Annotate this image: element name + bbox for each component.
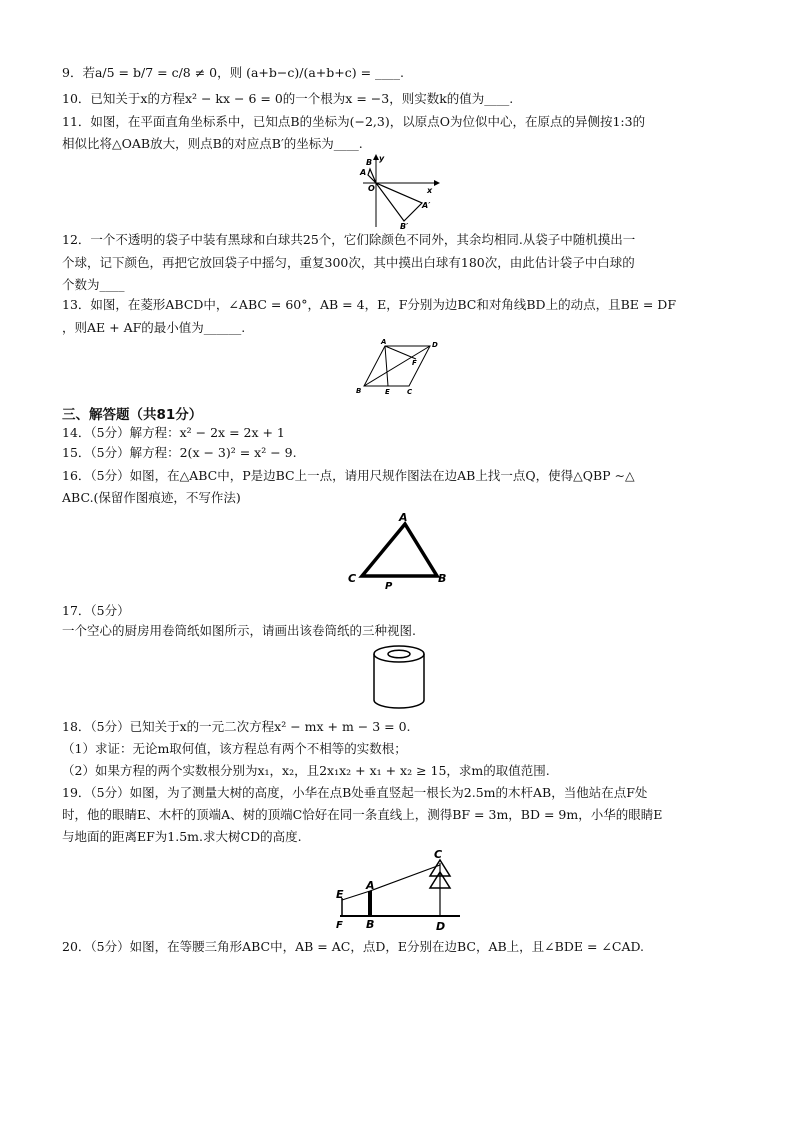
question-19-line-3: 与地面的距离EF为1.5m.求大树CD的高度. [62, 829, 302, 844]
figure-16-triangle [345, 510, 450, 590]
question-11-line-2: 相似比将△OAB放大，则点B的对应点B′的坐标为____. [62, 136, 363, 151]
fig16-label-B: B [438, 572, 447, 585]
question-18-line-2: （1）求证：无论m取何值，该方程总有两个不相等的实数根； [62, 741, 407, 756]
figure-13-rhombus [352, 338, 442, 398]
question-13-line-1: 13．如图，在菱形ABCD中，∠ABC = 60°，AB = 4，E，F分别为边BC和对角线BD上的动点，且BE = DF [62, 297, 676, 312]
question-17-line-1: 17．（5分） [62, 603, 130, 618]
fig11-label-B: B [366, 158, 373, 167]
fig16-label-P: P [385, 581, 393, 592]
question-16-line-2: ABC.(保留作图痕迹，不写作法) [62, 490, 241, 505]
question-10: 10．已知关于x的方程x² − kx − 6 = 0的一个根为x = −3，则实数k的值为____. [62, 91, 514, 106]
fig11-label-y: y [379, 154, 385, 163]
fig19-label-D: D [436, 920, 446, 933]
fig19-label-B: B [366, 918, 375, 931]
fig11-label-A2: A′ [422, 201, 431, 210]
fig13-label-E: E [385, 388, 390, 396]
fig16-label-A: A [399, 511, 408, 524]
fig13-label-B: B [356, 387, 362, 395]
fig19-label-C: C [434, 848, 443, 861]
fig19-label-E: E [336, 888, 344, 901]
fig11-label-x: x [427, 186, 433, 195]
question-15: 15．（5分）解方程：2(x − 3)² = x² − 9. [62, 445, 297, 460]
question-19-line-1: 19．（5分）如图，为了测量大树的高度，小华在点B处垂直竖起一根长为2.5m的木杆AB，当他站在点F处 [62, 785, 648, 800]
figure-11-coordinate-diagram [360, 153, 440, 231]
fig11-label-A: A [360, 168, 367, 177]
figure-19-tree-measurement [330, 848, 465, 933]
question-12-line-3: 个数为____ [62, 277, 125, 292]
fig19-label-A: A [366, 879, 375, 892]
question-16-line-1: 16．（5分）如图，在△ABC中，P是边BC上一点，请用尺规作图法在边AB上找一点Q，使得△QBP ∼△ [62, 468, 635, 483]
fig11-label-O: O [368, 184, 375, 193]
question-11-line-1: 11．如图，在平面直角坐标系中，已知点B的坐标为(−2,3)，以原点O为位似中心，在原点的异侧按1:3的 [62, 114, 646, 129]
section-3-heading: 三、解答题（共81分） [62, 407, 203, 423]
fig13-label-F: F [412, 359, 417, 367]
question-17-line-2: 一个空心的厨房用卷筒纸如图所示，请画出该卷筒纸的三种视图. [62, 623, 416, 638]
figure-17-paper-roll [368, 643, 430, 711]
fig11-label-B2: B′ [400, 222, 409, 231]
fig13-label-C: C [407, 388, 413, 396]
question-12-line-1: 12．一个不透明的袋子中装有黑球和白球共25个，它们除颜色不同外，其余均相同.从袋子中随机摸出一 [62, 232, 636, 247]
question-12-line-2: 个球，记下颜色，再把它放回袋子中摇匀，重复300次，其中摸出白球有180次，由此估计袋子中白球的 [62, 255, 635, 270]
question-14: 14．（5分）解方程：x² − 2x = 2x + 1 [62, 425, 285, 440]
fig19-label-F: F [336, 920, 343, 931]
fig13-label-A: A [381, 338, 387, 346]
question-9: 9．若a/5 = b/7 = c/8 ≠ 0，则 (a+b−c)/(a+b+c) = ____. [62, 65, 405, 80]
question-13-line-2: ，则AE + AF的最小值为______. [62, 320, 246, 335]
fig16-label-C: C [348, 572, 357, 585]
fig13-label-D: D [432, 341, 438, 349]
question-18-line-1: 18．（5分）已知关于x的一元二次方程x² − mx + m − 3 = 0. [62, 719, 411, 734]
question-19-line-2: 时，他的眼睛E、木杆的顶端A、树的顶端C恰好在同一条直线上，测得BF = 3m，BD = 9m，小华的眼睛E [62, 807, 663, 822]
question-20: 20．（5分）如图，在等腰三角形ABC中，AB = AC，点D，E分别在边BC，AB上，且∠BDE = ∠CAD. [62, 939, 645, 954]
question-18-line-3: （2）如果方程的两个实数根分别为x₁，x₂，且2x₁x₂ + x₁ + x₂ ≥ 15，求m的取值范围. [62, 763, 550, 778]
